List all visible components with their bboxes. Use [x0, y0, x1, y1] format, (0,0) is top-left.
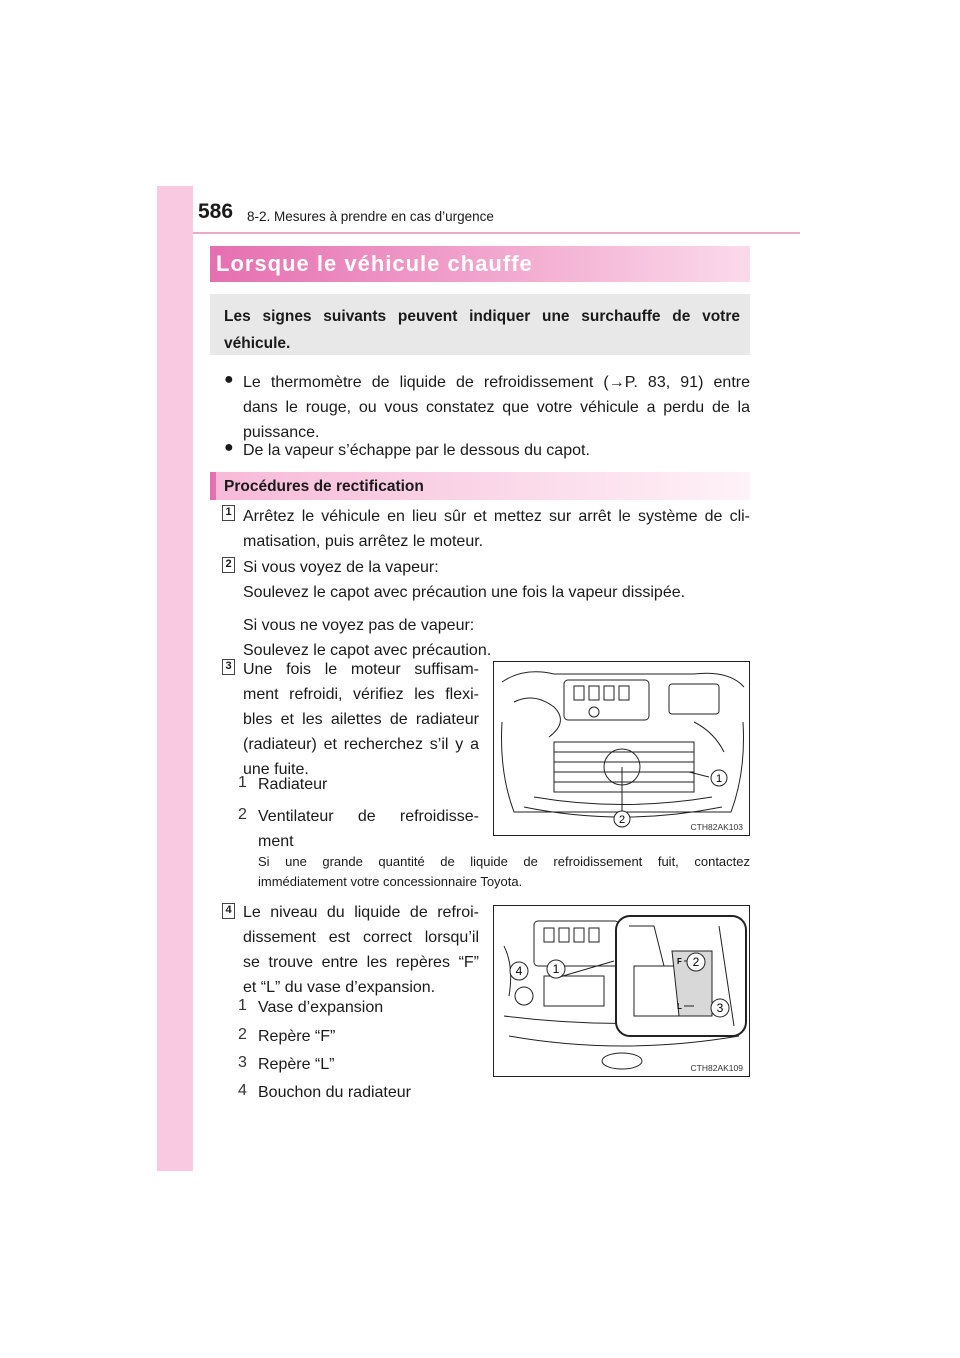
callout-label: Bouchon du radiateur [258, 1084, 411, 1101]
callout-label: Vase d’expansion [258, 999, 384, 1016]
callout-label: Repère “L” [258, 1056, 335, 1073]
procedures-heading-bar [210, 472, 750, 500]
step-4-line: se trouve entre les repères “F” [243, 954, 479, 971]
expansion-tank-drawing [494, 906, 750, 1077]
step-2-badge: 2 [222, 557, 235, 573]
step-4-line: et “L” du vase d’expansion. [243, 979, 436, 996]
step-3-line: ment refroidi, vérifiez les flexi- [243, 686, 479, 703]
warning-note [258, 852, 750, 892]
step-3-line: Une fois le moteur suffisam- [243, 661, 479, 678]
callout-label [258, 804, 479, 854]
callout-label-line: ment [258, 833, 294, 850]
tank-mark-l: L [677, 1002, 682, 1011]
tank-mark-f: F [677, 957, 682, 966]
callout-label: Radiateur [258, 776, 328, 793]
sign-1-line: puissance. [243, 424, 320, 441]
heading-accent [210, 472, 216, 500]
step-4-line: dissement est correct lorsqu’il [243, 929, 479, 946]
figure-code: CTH82AK109 [690, 1063, 743, 1073]
section-header: 8-2. Mesures à prendre en cas d’urgence [247, 209, 494, 224]
page-title: Lorsque le véhicule chauffe [216, 251, 533, 276]
bullet-icon: ● [224, 439, 234, 456]
callout-number: 3 [238, 1054, 247, 1071]
step-3-line: une fuite. [243, 761, 309, 778]
figure-mark: 2 [618, 814, 626, 826]
figure-mark: 3 [716, 1001, 724, 1015]
figure-code: CTH82AK103 [690, 822, 743, 832]
procedures-heading: Procédures de rectification [224, 478, 424, 495]
pink-sidebar-strip [157, 186, 193, 1171]
callout-number: 2 [238, 1026, 247, 1043]
step-3-text [243, 657, 479, 782]
figure-mark: 2 [692, 955, 700, 969]
sign-1-text [243, 370, 750, 445]
step-3-line: (radiateur) et recherchez s’il y a [243, 736, 479, 753]
callout-number: 4 [238, 1082, 247, 1099]
step-1-text [243, 504, 750, 554]
callout-label: Repère “F” [258, 1028, 336, 1045]
step-1-line: matisation, puis arrêtez le moteur. [243, 533, 484, 550]
page-number: 586 [198, 200, 234, 223]
step-4-line: Le niveau du liquide de refroi- [243, 904, 479, 921]
step-3-line: bles et les ailettes de radiateur [243, 711, 479, 728]
callout-label-line: Ventilateur de refroidisse- [258, 808, 479, 825]
step-2-line: Soulevez le capot avec précaution. [243, 642, 492, 659]
callout-number: 1 [238, 774, 247, 791]
callout-number: 2 [238, 806, 247, 823]
figure-mark: 4 [515, 964, 523, 978]
sign-2-text: De la vapeur s’échappe par le dessous du capot. [243, 442, 590, 459]
step-1-line: Arrêtez le véhicule en lieu sûr et mettez sur arrêt le système de cli- [243, 508, 750, 525]
intro-box [210, 294, 750, 355]
note-line: immédiatement votre concessionnaire Toyota. [258, 874, 523, 889]
step-4-text [243, 900, 479, 1000]
engine-bay-drawing [494, 662, 750, 836]
header-divider [193, 232, 800, 234]
step-2-line: Si vous voyez de la vapeur: [243, 559, 439, 576]
title-banner [210, 246, 750, 282]
sign-1-line: dans le rouge, ou vous constatez que votre véhicule a perdu de la [243, 399, 750, 416]
step-4-badge: 4 [222, 903, 235, 919]
figure-mark: 1 [715, 773, 723, 785]
bullet-icon: ● [224, 371, 234, 388]
engine-bay-illustration [493, 661, 750, 836]
step-1-badge: 1 [222, 505, 235, 521]
sign-1-line: Le thermomètre de liquide de refroidissement (→P. 83, 91) entre [243, 374, 750, 391]
figure-mark: 1 [552, 962, 560, 976]
intro-text: Les signes suivants peuvent indiquer une surchauffe de votre véhicule. [224, 308, 740, 352]
note-line: Si une grande quantité de liquide de refroidissement fuit, contactez [258, 854, 750, 869]
step-2-line: Si vous ne voyez pas de vapeur: [243, 617, 475, 634]
step-3-badge: 3 [222, 659, 235, 675]
step-2-line: Soulevez le capot avec précaution une fois la vapeur dissipée. [243, 584, 686, 601]
expansion-tank-illustration [493, 905, 750, 1077]
callout-number: 1 [238, 997, 247, 1014]
step-2-text [243, 555, 685, 663]
